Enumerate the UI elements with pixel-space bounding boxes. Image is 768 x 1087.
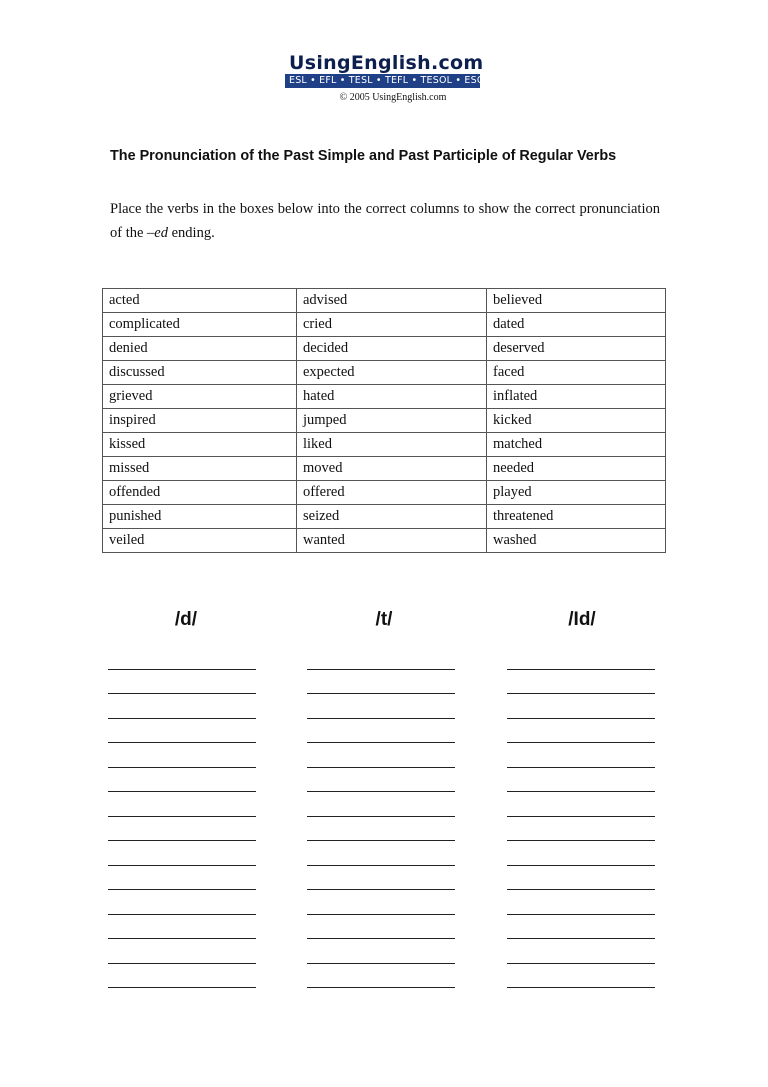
answer-blank-line[interactable] xyxy=(507,986,655,988)
verb-cell: wanted xyxy=(297,529,487,553)
verb-cell: matched xyxy=(487,433,666,457)
answer-blank-line[interactable] xyxy=(507,766,655,768)
answer-blank-line[interactable] xyxy=(307,717,455,719)
answer-blank-line[interactable] xyxy=(108,766,256,768)
table-row xyxy=(103,385,666,409)
answer-blank-line[interactable] xyxy=(108,986,256,988)
copyright: © 2005 UsingEnglish.com xyxy=(339,92,447,103)
verb-cell: veiled xyxy=(103,529,297,553)
verb-cell: offended xyxy=(103,481,297,505)
instructions-text-end: ending. xyxy=(167,225,215,241)
verb-cell: moved xyxy=(297,457,487,481)
answer-blank-line[interactable] xyxy=(307,766,455,768)
table-row xyxy=(103,313,666,337)
logo-tagline: ESL • EFL • TESL • TEFL • TESOL • ESOL xyxy=(285,74,480,88)
answer-blank-line[interactable] xyxy=(108,668,256,670)
logo xyxy=(285,52,491,88)
answer-blank-line[interactable] xyxy=(307,962,455,964)
verb-cell: jumped xyxy=(297,409,487,433)
logo-title: UsingEnglish.com xyxy=(289,52,484,74)
verb-cell: inspired xyxy=(103,409,297,433)
verb-cell: decided xyxy=(297,337,487,361)
table-row xyxy=(103,409,666,433)
answer-blank-line[interactable] xyxy=(307,839,455,841)
answer-blank-line[interactable] xyxy=(307,741,455,743)
answer-blank-line[interactable] xyxy=(307,668,455,670)
verb-cell: cried xyxy=(297,313,487,337)
verb-cell: expected xyxy=(297,361,487,385)
table-row xyxy=(103,361,666,385)
answer-blank-line[interactable] xyxy=(507,717,655,719)
verb-cell: acted xyxy=(103,289,297,313)
verb-cell: liked xyxy=(297,433,487,457)
answer-blank-line[interactable] xyxy=(507,864,655,866)
verb-cell: played xyxy=(487,481,666,505)
answer-blank-line[interactable] xyxy=(307,815,455,817)
verb-cell: punished xyxy=(103,505,297,529)
answer-blank-line[interactable] xyxy=(307,864,455,866)
table-row xyxy=(103,289,666,313)
table-row xyxy=(103,481,666,505)
verb-cell: washed xyxy=(487,529,666,553)
answer-blank-line[interactable] xyxy=(108,815,256,817)
verb-cell: dated xyxy=(487,313,666,337)
answer-blank-line[interactable] xyxy=(108,962,256,964)
worksheet-title: The Pronunciation of the Past Simple and Past Participle of Regular Verbs xyxy=(110,148,617,164)
table-row xyxy=(103,457,666,481)
column-heading-t: /t/ xyxy=(375,609,393,630)
table-row xyxy=(103,433,666,457)
answer-blank-line[interactable] xyxy=(307,790,455,792)
answer-blank-line[interactable] xyxy=(507,962,655,964)
verb-cell: kissed xyxy=(103,433,297,457)
answer-blank-line[interactable] xyxy=(108,839,256,841)
answer-blank-line[interactable] xyxy=(507,692,655,694)
answer-column-d xyxy=(108,645,256,988)
answer-blank-line[interactable] xyxy=(307,986,455,988)
verb-cell: complicated xyxy=(103,313,297,337)
answer-blank-line[interactable] xyxy=(307,937,455,939)
verb-cell: needed xyxy=(487,457,666,481)
table-row xyxy=(103,337,666,361)
answer-blank-line[interactable] xyxy=(507,815,655,817)
answer-blank-line[interactable] xyxy=(108,937,256,939)
answer-blank-line[interactable] xyxy=(507,888,655,890)
answer-blank-line[interactable] xyxy=(507,937,655,939)
answer-blank-line[interactable] xyxy=(108,888,256,890)
answer-column-t xyxy=(307,645,455,988)
table-row xyxy=(103,529,666,553)
verb-cell: seized xyxy=(297,505,487,529)
answer-blank-line[interactable] xyxy=(108,864,256,866)
verb-cell: believed xyxy=(487,289,666,313)
verb-cell: advised xyxy=(297,289,487,313)
verb-cell: grieved xyxy=(103,385,297,409)
answer-blank-line[interactable] xyxy=(108,717,256,719)
table-row xyxy=(103,505,666,529)
answer-blank-line[interactable] xyxy=(507,790,655,792)
verb-cell: missed xyxy=(103,457,297,481)
verb-cell: offered xyxy=(297,481,487,505)
answer-blank-line[interactable] xyxy=(307,913,455,915)
answer-blank-line[interactable] xyxy=(108,692,256,694)
instructions xyxy=(110,197,660,245)
verb-cell: kicked xyxy=(487,409,666,433)
instructions-text: Place the verbs in the boxes below into the correct columns to show the correct pronunciation of the xyxy=(110,201,660,241)
verb-cell: deserved xyxy=(487,337,666,361)
answer-blank-line[interactable] xyxy=(507,668,655,670)
answer-blank-line[interactable] xyxy=(307,888,455,890)
answer-column-id xyxy=(507,645,655,988)
verb-cell: hated xyxy=(297,385,487,409)
answer-blank-line[interactable] xyxy=(307,692,455,694)
answer-blank-line[interactable] xyxy=(108,741,256,743)
verb-cell: discussed xyxy=(103,361,297,385)
answer-blank-line[interactable] xyxy=(108,790,256,792)
instructions-emphasis: –ed xyxy=(147,225,168,241)
answer-blank-line[interactable] xyxy=(507,913,655,915)
verb-cell: faced xyxy=(487,361,666,385)
answer-blank-line[interactable] xyxy=(108,913,256,915)
verb-cell: inflated xyxy=(487,385,666,409)
verb-table xyxy=(102,288,666,553)
answer-blank-line[interactable] xyxy=(507,741,655,743)
column-heading-d: /d/ xyxy=(174,609,198,630)
verb-cell: denied xyxy=(103,337,297,361)
column-heading-id: /Id/ xyxy=(568,609,596,630)
verb-cell: threatened xyxy=(487,505,666,529)
answer-blank-line[interactable] xyxy=(507,839,655,841)
